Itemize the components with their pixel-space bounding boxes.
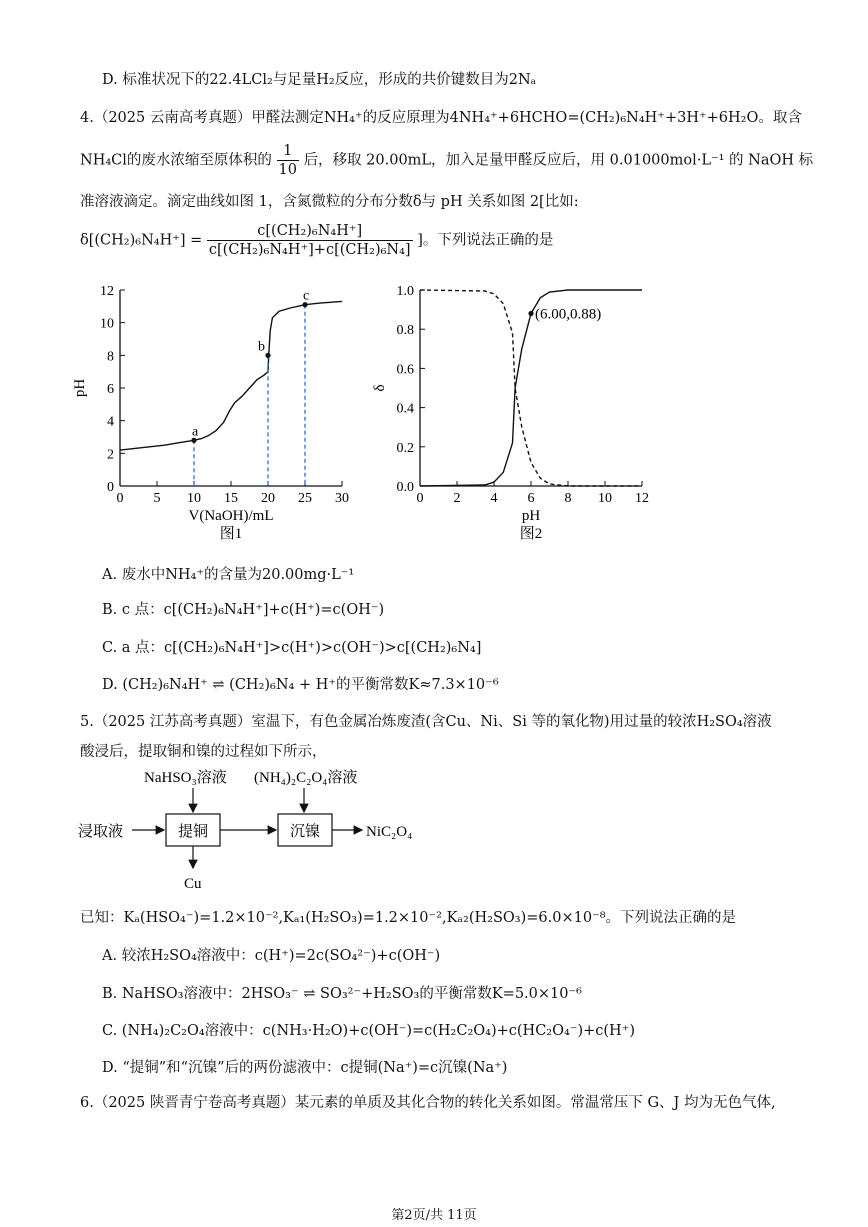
q4-stem-line2-pre: NH₄Cl的废水浓缩至原体积的 xyxy=(80,152,272,169)
x-tick-label: 30 xyxy=(335,491,349,506)
y-tick-label: 8 xyxy=(107,349,114,365)
titration-curve-chart xyxy=(72,278,372,550)
point-label-a: a xyxy=(192,424,199,440)
q4-stem-line1: 4.（2025 云南高考真题）甲醛法测定NH₄⁺的反应原理为4NH₄⁺+6HCHO=(CH₂)₆N₄H⁺+3H⁺+6H₂O。取含 xyxy=(80,110,802,126)
q4-stem-line4 xyxy=(80,222,553,259)
q4-delta-fraction xyxy=(207,222,413,259)
x-tick-label: 5 xyxy=(153,491,161,506)
y-tick-label: 10 xyxy=(100,316,114,332)
x-axis-label: V(NaOH)/mL xyxy=(188,508,274,524)
process-flow-diagram xyxy=(78,764,458,896)
q4-delta-num: c[(CH₂)₆N₄H⁺] xyxy=(207,222,413,241)
y-tick-label: 6 xyxy=(107,382,114,397)
x-tick-label: 0 xyxy=(116,491,124,506)
q4-stem-line2-post: 后，移取 20.00mL，加入足量甲醛反应后，用 0.01000mol·L⁻¹ 的 NaOH 标 xyxy=(303,152,814,169)
reagent-oxalate: (NH₄)₂C₂O₄溶液 xyxy=(254,770,358,786)
q5-option-a: A. 较浓H₂SO₄溶液中：c(H⁺)=2c(SO₄²⁻)+c(OH⁻) xyxy=(102,948,441,964)
x-tick-label: 15 xyxy=(224,491,238,506)
x-axis-label: pH xyxy=(521,508,541,524)
y-tick-label: 2 xyxy=(107,447,114,463)
y-tick-label: 0.0 xyxy=(396,480,414,495)
q4-option-d: D. (CH₂)₆N₄H⁺ ⇌ (CH₂)₆N₄ + H⁺的平衡常数K≈7.3×10⁻⁶ xyxy=(102,677,499,693)
y-tick-label: 12 xyxy=(100,284,114,299)
x-tick-label: 0 xyxy=(416,491,424,506)
q4-fraction-num: 1 xyxy=(277,142,299,161)
q5-known: 已知：Kₐ(HSO₄⁻)=1.2×10⁻²,Kₐ₁(H₂SO₃)=1.2×10⁻²,Kₐ₂(H₂SO₃)=6.0×10⁻⁸。下列说法正确的是 xyxy=(80,910,737,926)
q4-option-c: C. a 点：c[(CH₂)₆N₄H⁺]>c(H⁺)>c(OH⁻)>c[(CH₂)₆N₄] xyxy=(102,640,482,656)
x-tick-label: 20 xyxy=(261,491,275,506)
q4-stem-line4-post: ]。下列说法正确的是 xyxy=(417,232,554,249)
y-axis-label: pH xyxy=(72,378,88,398)
y-axis-label: δ xyxy=(372,384,388,392)
x-tick-label: 2 xyxy=(453,491,461,506)
distribution-fraction-chart xyxy=(372,278,672,550)
q5-option-c: C. (NH₄)₂C₂O₄溶液中：c(NH₃·H₂O)+c(OH⁻)=c(H₂C₂O₄)+c(HC₂O₄⁻)+c(H⁺) xyxy=(102,1023,636,1039)
x-tick-label: 25 xyxy=(298,491,312,506)
q4-stem-line3: 准溶液滴定。滴定曲线如图 1，含氮微粒的分布分数δ与 pH 关系如图 2[比如: xyxy=(80,194,579,210)
q4-option-b: B. c 点：c[(CH₂)₆N₄H⁺]+c(H⁺)=c(OH⁻) xyxy=(102,602,385,618)
y-tick-label: 0.8 xyxy=(396,323,414,339)
x-tick-label: 6 xyxy=(527,491,535,506)
x-tick-label: 4 xyxy=(490,491,498,506)
y-tick-label: 0.2 xyxy=(396,440,414,456)
x-tick-label: 8 xyxy=(564,491,572,506)
series-line-dashed xyxy=(420,290,642,486)
reagent-nahso3: NaHSO₃溶液 xyxy=(144,770,227,786)
q5-option-d: D. “提铜”和“沉镍”后的两份滤液中：c提铜(Na⁺)=c沉镍(Na⁺) xyxy=(102,1060,508,1076)
chart-caption: 图1 xyxy=(219,526,243,542)
q3-option-d: D. 标准状况下的22.4LCl₂与足量H₂反应，形成的共价键数目为2Nₐ xyxy=(102,72,537,88)
q4-stem-line2 xyxy=(80,142,813,179)
byproduct-cu: Cu xyxy=(184,876,202,892)
input-leachate: 浸取液 xyxy=(78,824,124,840)
x-tick-label: 10 xyxy=(598,491,612,506)
q4-delta-den: c[(CH₂)₆N₄H⁺]+c[(CH₂)₆N₄] xyxy=(208,242,411,258)
q4-fraction xyxy=(277,142,299,179)
x-tick-label: 10 xyxy=(187,491,201,506)
q6-stem-line1: 6.（2025 陕晋青宁卷高考真题）某元素的单质及其化合物的转化关系如图。常温常压下 G、J 均为无色气体, xyxy=(80,1095,776,1111)
annotation-point xyxy=(528,311,533,316)
q5-stem-line1: 5.（2025 江苏高考真题）室温下，有色金属冶炼废渣(含Cu、Ni、Si 等的氧化物)用过量的较浓H₂SO₄溶液 xyxy=(80,714,772,730)
step-precipitate-nickel-label: 沉镍 xyxy=(289,824,321,840)
q5-stem-line2: 酸浸后，提取铜和镍的过程如下所示， xyxy=(80,744,327,760)
y-tick-label: 0 xyxy=(107,480,114,495)
point-label-c: c xyxy=(303,288,310,304)
annotation-label: (6.00,0.88) xyxy=(535,306,602,323)
y-tick-label: 1.0 xyxy=(396,284,414,299)
x-tick-label: 12 xyxy=(635,491,649,506)
y-tick-label: 0.4 xyxy=(396,401,414,417)
q5-option-b: B. NaHSO₃溶液中：2HSO₃⁻ ⇌ SO₃²⁻+H₂SO₃的平衡常数K=5.0×10⁻⁶ xyxy=(102,986,582,1002)
series-line-solid xyxy=(120,301,342,450)
page-footer: 第2页/共 11页 xyxy=(391,1208,477,1223)
point-label-b: b xyxy=(258,339,265,355)
step-extract-copper-label: 提铜 xyxy=(177,824,209,840)
product-nic2o4: NiC₂O₄ xyxy=(366,824,413,840)
q4-delta-def: δ[(CH₂)₆N₄H⁺] = xyxy=(80,232,203,249)
series-line-solid xyxy=(420,290,642,486)
y-tick-label: 4 xyxy=(107,414,114,430)
y-tick-label: 0.6 xyxy=(396,362,414,378)
q4-option-a: A. 废水中NH₄⁺的含量为20.00mg·L⁻¹ xyxy=(102,567,355,583)
point-b xyxy=(265,353,270,358)
q4-fraction-den: 10 xyxy=(278,162,297,178)
chart-caption: 图2 xyxy=(519,526,543,542)
